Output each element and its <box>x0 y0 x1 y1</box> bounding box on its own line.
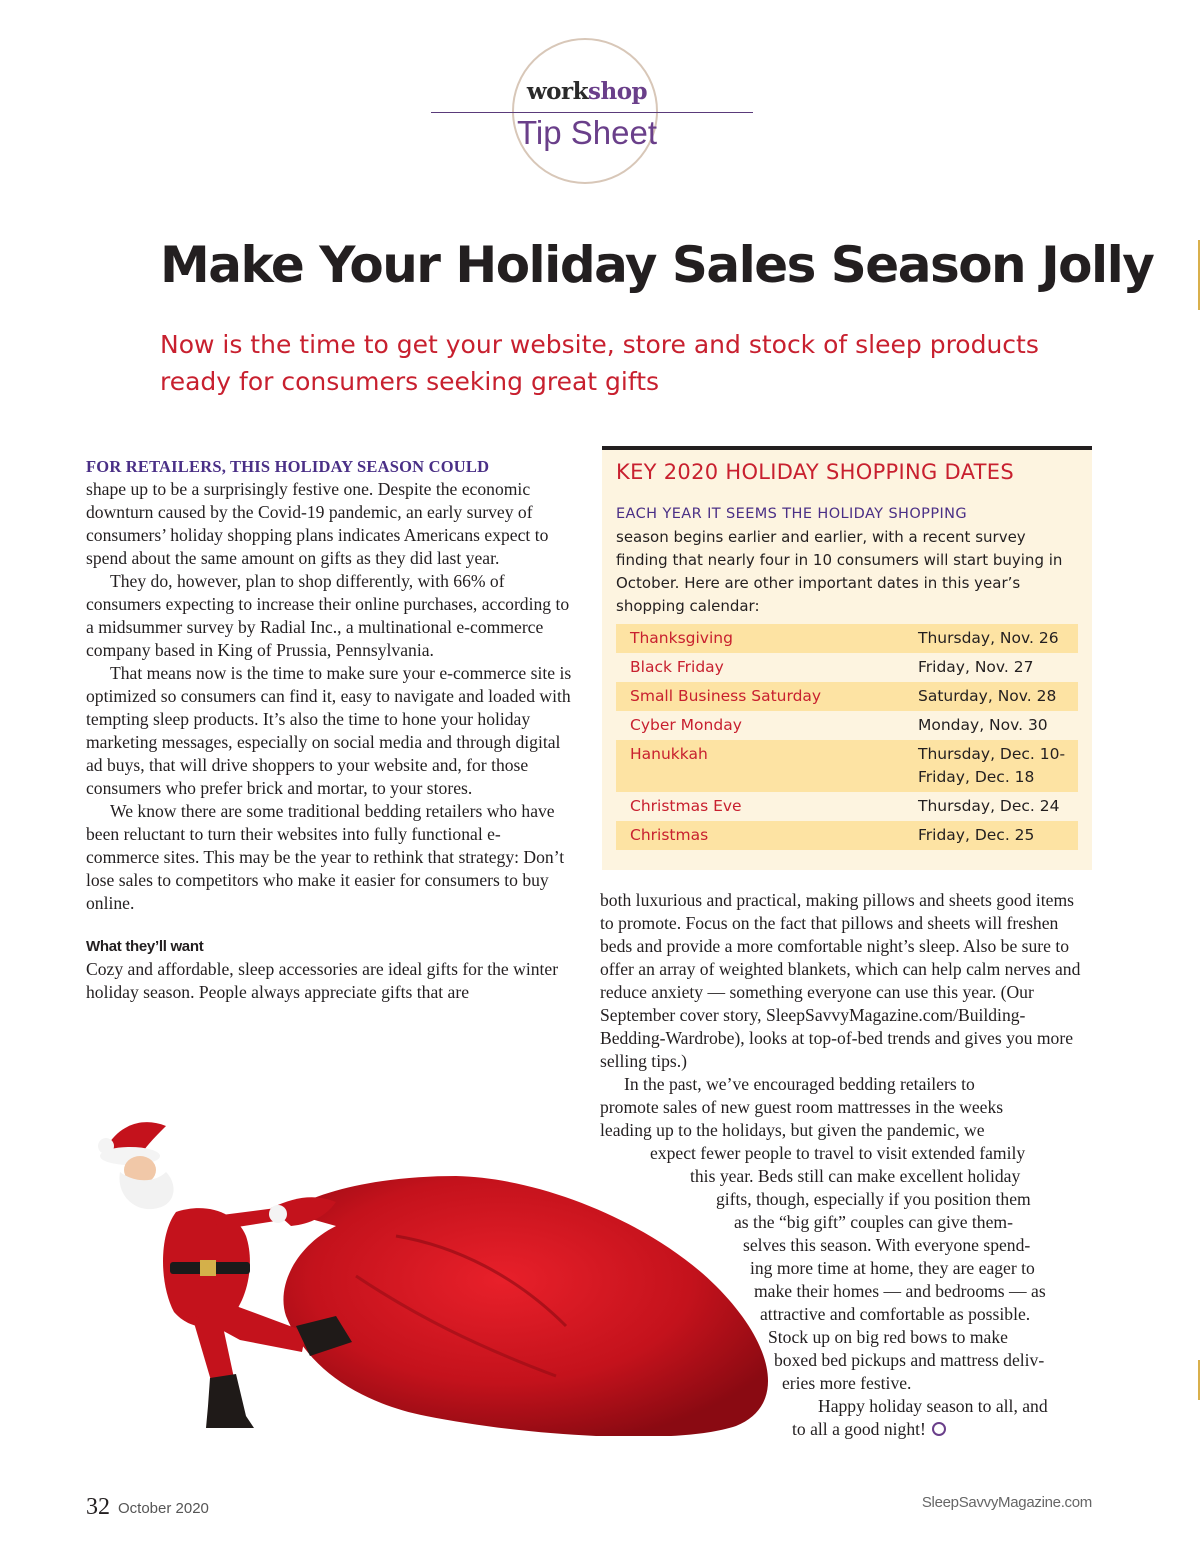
paragraph: They do, however, plan to shop differently, with 66% of consumers expecting to increase their online purchases, according to a midsummer survey by Radial Inc., a multinational e-commerce company based in King of Prussia, Pennsylvania. <box>86 571 570 660</box>
text-line: eries more festive. <box>782 1373 912 1393</box>
sidebar-intro <box>616 502 1076 618</box>
event-date-start: Thursday, Dec. 10- <box>918 745 1066 763</box>
text-line: selves this season. With everyone spend- <box>743 1235 1031 1255</box>
logo-circle <box>512 38 658 184</box>
event-date: Monday, Nov. 30 <box>918 716 1048 734</box>
text-line: to all a good night! <box>792 1419 926 1439</box>
website-url: SleepSavvyMagazine.com <box>921 1494 1092 1511</box>
event-date-end: Friday, Dec. 18 <box>918 768 1035 786</box>
date-row <box>616 624 1078 653</box>
paragraph: That means now is the time to make sure your e-commerce site is optimized so consumers can find it, easy to navigate and loaded with tempting sleep products. It’s also the time to hone your holiday marketing messages, especially on social media and through digital ad buys, that will drive shoppers to your website and, for those consumers who prefer brick and mortar, to your stores. <box>86 663 572 798</box>
text-line: leading up to the holidays, but given the pandemic, we <box>600 1120 985 1140</box>
logo-word-work: work <box>526 78 589 105</box>
sidebar-intro-text: season begins earlier and earlier, with a recent survey finding that nearly four in 10 consumers will start buying in October. Here are other important dates in this year’s shopping calendar: <box>616 528 1063 615</box>
text-line: gifts, though, especially if you position them <box>716 1189 1031 1209</box>
event-name: Black Friday <box>630 658 724 676</box>
paragraph <box>86 455 574 570</box>
section-subtitle: Tip Sheet <box>516 114 658 151</box>
text-line: as the “big gift” couples can give them- <box>734 1212 1013 1232</box>
date-row <box>616 792 1078 821</box>
text-line: promote sales of new guest room mattresses in the weeks <box>600 1097 1004 1117</box>
paragraph-text: shape up to be a surprisingly festive one. Despite the economic downturn caused by the Covid-19 pandemic, an early survey of consumers’ holiday shopping plans indicates Americans expect to spend about the same amount on gifts as they did last year. <box>86 479 549 568</box>
article-title: Make Your Holiday Sales Season Jolly <box>160 236 1154 294</box>
text-line: In the past, we’ve encouraged bedding retailers to <box>624 1074 975 1094</box>
text-line: attractive and comfortable as possible. <box>760 1304 1031 1324</box>
event-name: Christmas <box>630 826 709 844</box>
event-date-range <box>918 743 1066 789</box>
logo-rule <box>431 112 753 113</box>
paragraph: Cozy and affordable, sleep accessories are ideal gifts for the winter holiday season. People always appreciate gifts that are <box>86 959 559 1002</box>
date-row <box>616 740 1078 792</box>
event-name: Cyber Monday <box>630 716 742 734</box>
sidebar-lead-caps: EACH YEAR IT SEEMS THE HOLIDAY SHOPPING <box>616 506 968 522</box>
paragraph: We know there are some traditional bedding retailers who have been reluctant to turn their websites into fully functional e-commerce sites. This may be the year to rethink that strategy: Don’t lose sales to competitors who make it easier for consumers to buy online. <box>86 801 565 913</box>
date-row <box>616 711 1078 740</box>
end-mark-icon <box>932 1422 946 1436</box>
lead-in-caps: FOR RETAILERS, THIS HOLIDAY SEASON COULD <box>86 457 490 476</box>
event-date: Friday, Dec. 25 <box>918 826 1035 844</box>
key-dates-sidebar <box>602 446 1092 870</box>
text-line: make their homes — and bedrooms — as <box>754 1281 1046 1301</box>
paragraph: both luxurious and practical, making pillows and sheets good items to promote. Focus on the fact that pillows and sheets will freshen beds and provide a more comfortable night’s sleep. Also be sure to offer an array of weighted blankets, which can help calm nerves and reduce anxiety — something everyone can use this year. (Our September cover story, SleepSavvyMagazine.com/Building-Bedding-Wardrobe), looks at top-of-bed trends and gives you more selling tips.) <box>600 890 1081 1071</box>
text-line: ing more time at home, they are eager to <box>750 1258 1035 1278</box>
text-line: expect fewer people to travel to visit extended family <box>650 1143 1026 1163</box>
event-name: Thanksgiving <box>630 629 733 647</box>
date-row <box>616 682 1078 711</box>
text-line: boxed bed pickups and mattress deliv- <box>774 1350 1045 1370</box>
event-name: Small Business Saturday <box>630 687 822 705</box>
date-row <box>616 821 1078 850</box>
text-line: Stock up on big red bows to make <box>768 1327 1008 1347</box>
left-column <box>86 455 574 1004</box>
event-name: Hanukkah <box>630 745 708 763</box>
event-date: Saturday, Nov. 28 <box>918 687 1057 705</box>
text-line: this year. Beds still can make excellent holiday <box>690 1166 1021 1186</box>
sidebar-title: KEY 2020 HOLIDAY SHOPPING DATES <box>616 460 1015 484</box>
article-deck: Now is the time to get your website, store and stock of sleep products ready for consumers seeking great gifts <box>160 330 1039 396</box>
page-number: 32 <box>86 1494 110 1520</box>
logo-word-shop: shop <box>588 78 648 105</box>
text-line: Happy holiday season to all, and <box>818 1396 1048 1416</box>
santa-pulling-sack-illustration <box>96 1116 796 1436</box>
event-date: Friday, Nov. 27 <box>918 658 1034 676</box>
event-date: Thursday, Nov. 26 <box>918 629 1059 647</box>
dates-table <box>616 624 1078 850</box>
date-row <box>616 653 1078 682</box>
subheading: What they’ll want <box>86 938 204 955</box>
event-date: Thursday, Dec. 24 <box>918 797 1060 815</box>
issue-date: October 2020 <box>118 1500 209 1517</box>
section-logo <box>512 78 662 105</box>
event-name: Christmas Eve <box>630 797 742 815</box>
